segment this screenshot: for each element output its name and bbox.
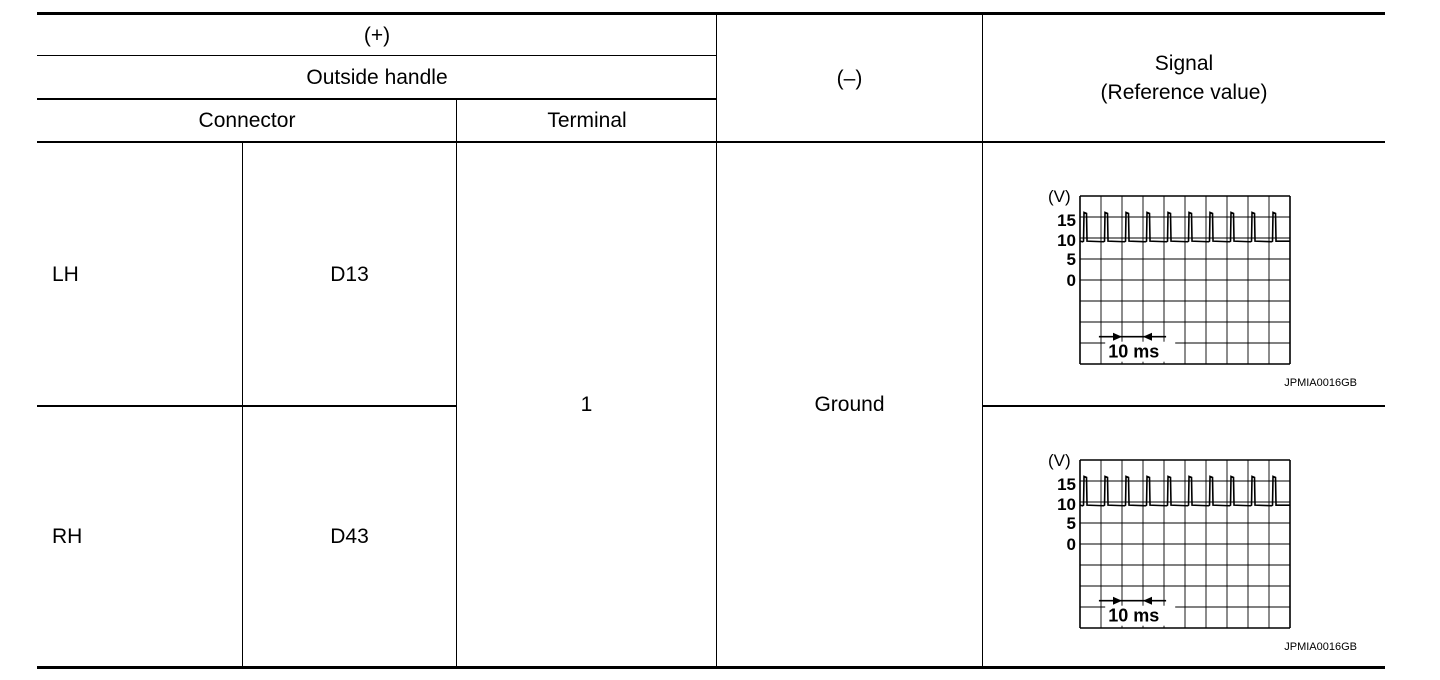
table-bottom-border — [37, 666, 1385, 669]
scope-figure-code: JPMIA0016GB — [1284, 641, 1357, 653]
scope-arrow-left — [1143, 597, 1152, 605]
signal-waveform-rh — [1040, 446, 1360, 656]
scope-unit-label: (V) — [1048, 451, 1071, 470]
scope-tick-label: 15 — [1057, 475, 1076, 494]
scope-tick-label: 5 — [1066, 250, 1076, 269]
row-rh-connector: D43 — [330, 525, 369, 548]
header-outside-handle: Outside handle — [306, 65, 448, 89]
scope-figure-code: JPMIA0016GB — [1284, 377, 1357, 389]
header-signal — [983, 15, 1385, 141]
row-rh-side: RH — [52, 525, 83, 548]
minus-value: Ground — [814, 393, 885, 416]
scope-tick-label: 10 — [1057, 231, 1076, 250]
header-connector: Connector — [198, 109, 296, 132]
scope-time-label: 10 ms — [1108, 341, 1160, 362]
scope-arrow-right — [1113, 333, 1122, 341]
scope-tick-label: 0 — [1066, 271, 1076, 290]
scope-svg — [1040, 182, 1360, 392]
row-divider-right — [982, 405, 1385, 407]
header-signal-line1: Signal — [1154, 52, 1214, 75]
terminal-value: 1 — [580, 393, 593, 416]
scope-tick-label: 10 — [1057, 495, 1076, 514]
header-terminal: Terminal — [547, 109, 627, 132]
header-minus: (–) — [836, 66, 863, 90]
scope-arrow-right — [1113, 597, 1122, 605]
scope-tick-label: 5 — [1066, 514, 1076, 533]
header-signal-line2: (Reference value) — [1100, 81, 1268, 104]
row-lh-connector: D13 — [330, 262, 369, 286]
scope-arrow-left — [1143, 333, 1152, 341]
signal-waveform-lh — [1040, 182, 1360, 392]
row-lh-side: LH — [52, 262, 79, 286]
scope-tick-label: 0 — [1066, 535, 1076, 554]
scope-tick-label: 15 — [1057, 211, 1076, 230]
scope-unit-label: (V) — [1048, 187, 1071, 206]
scope-svg — [1040, 446, 1360, 656]
header-plus: (+) — [363, 23, 391, 47]
scope-time-label: 10 ms — [1108, 605, 1160, 626]
